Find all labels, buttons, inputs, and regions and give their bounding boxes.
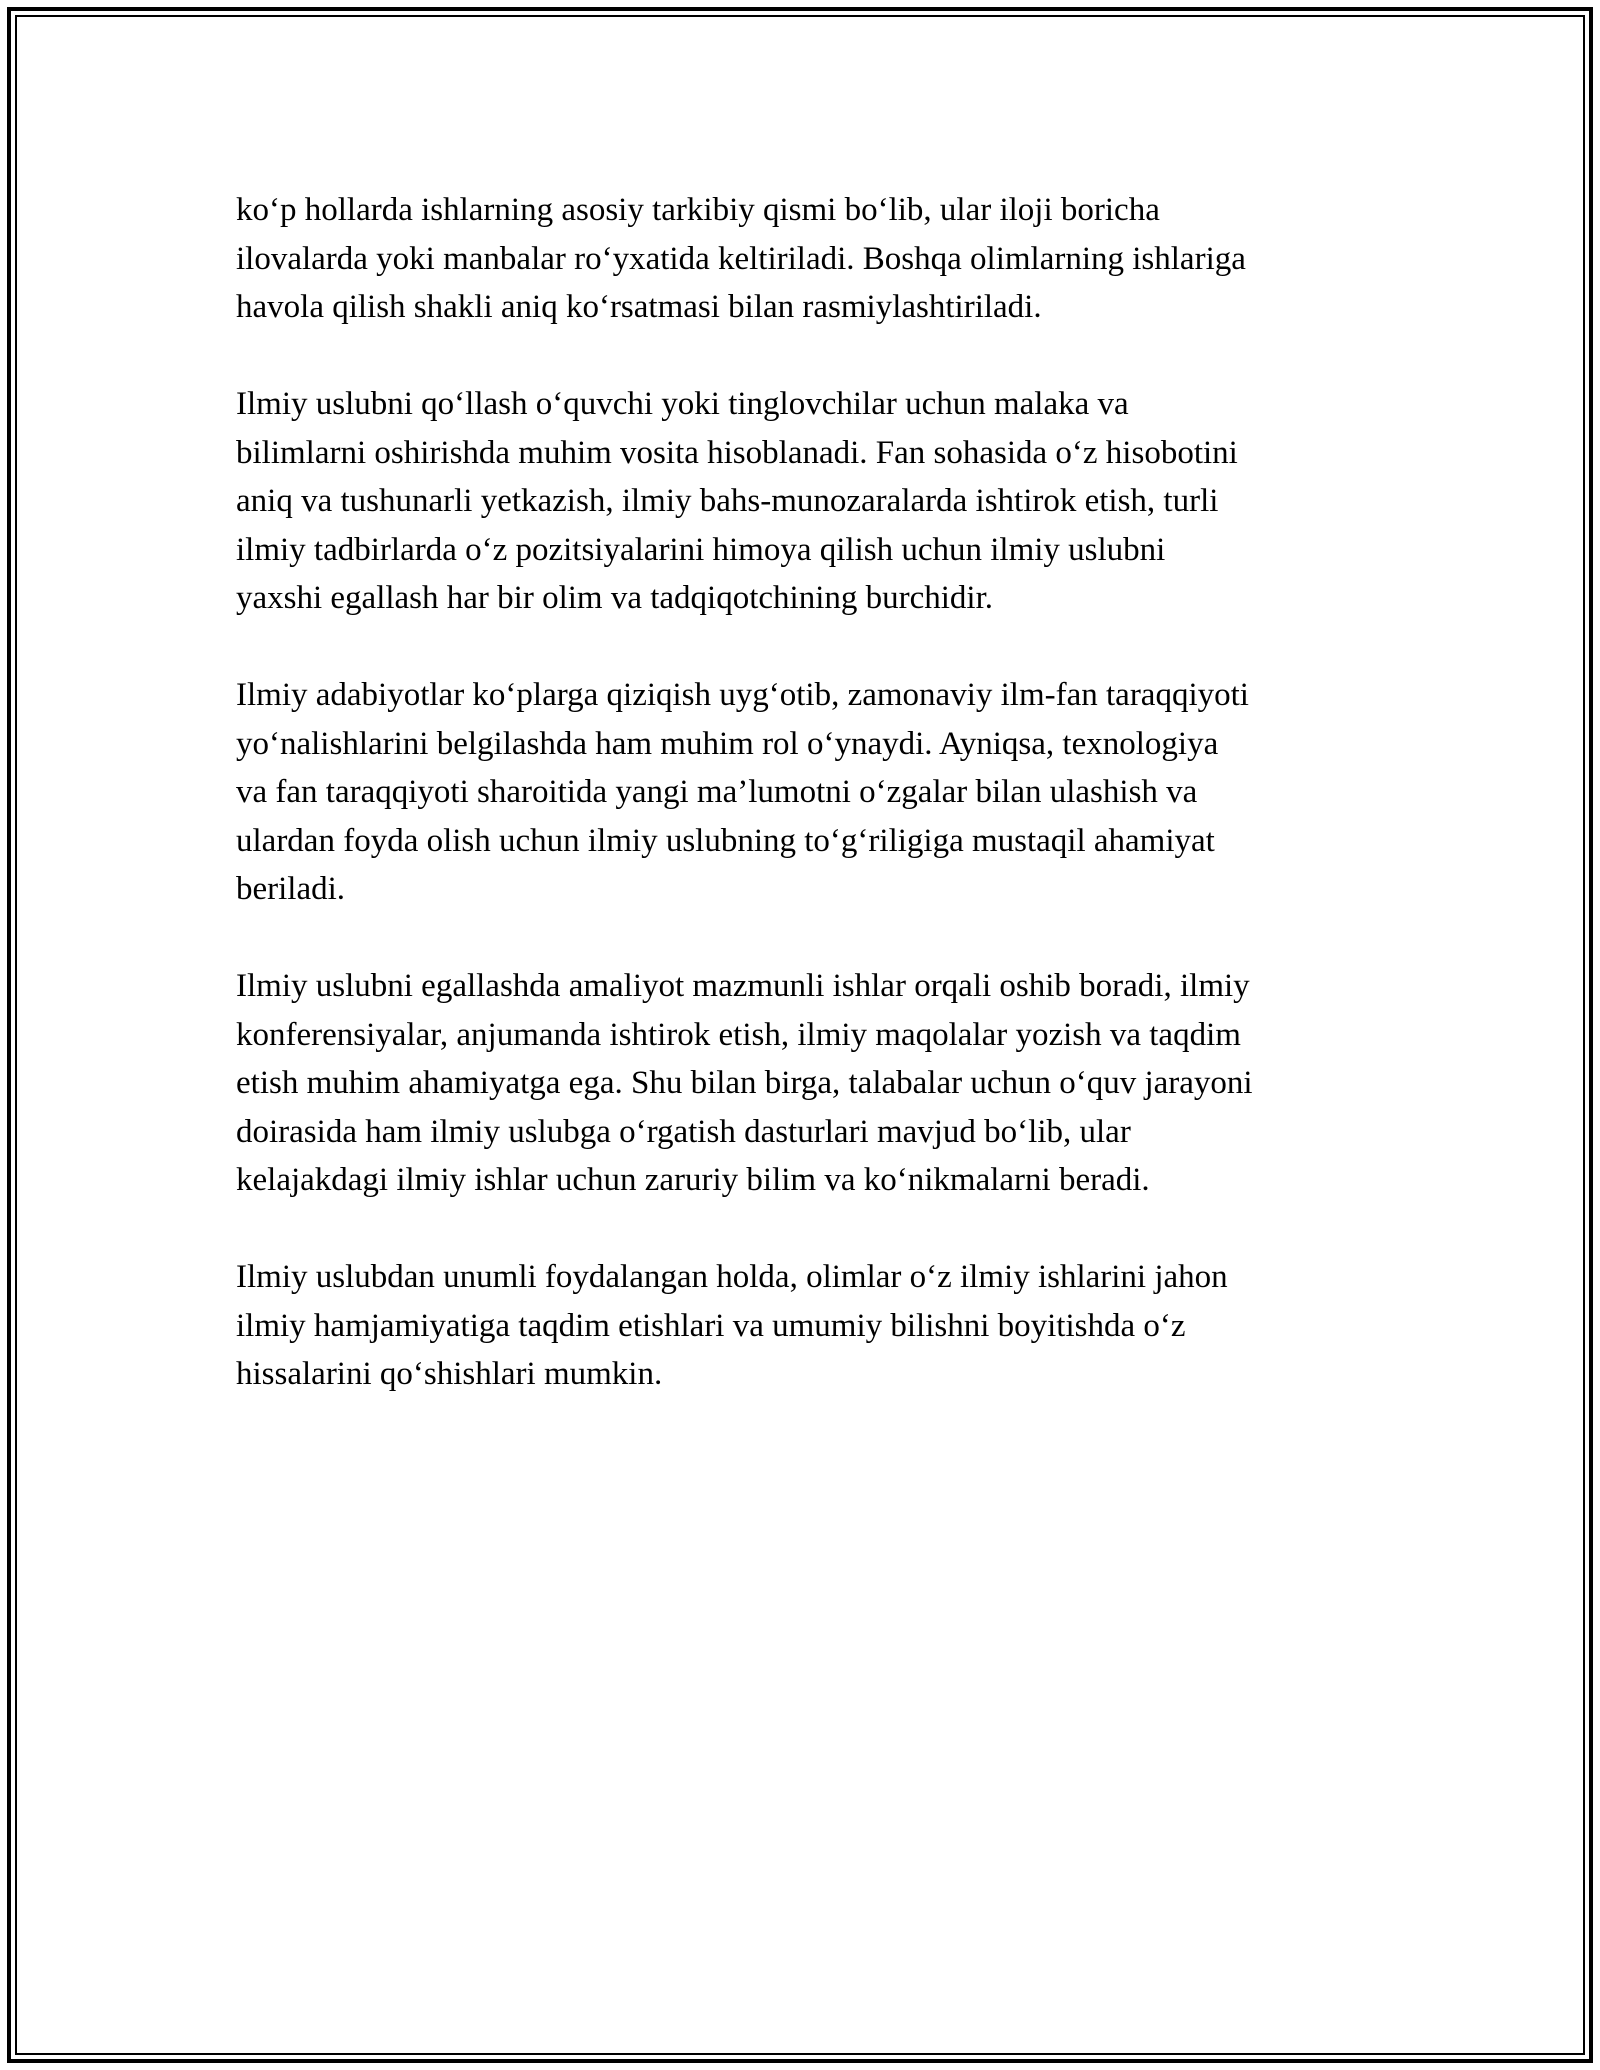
text-line: bilimlarni oshirishda muhim vosita hisoblanadi. Fan sohasida o‘z hisobotini bbox=[236, 434, 1238, 471]
text-line: Ilmiy uslubdan unumli foydalangan holda, olimlar o‘z ilmiy ishlarini jahon bbox=[236, 1259, 1228, 1295]
text-line: doirasida ham ilmiy uslubga o‘rgatish dasturlari mavjud bo‘lib, ular bbox=[236, 1113, 1131, 1150]
text-line: ulardan foyda olish uchun ilmiy uslubning to‘g‘riligiga mustaqil ahamiyat bbox=[236, 822, 1215, 859]
text-line: yaxshi egallash har bir olim va tadqiqotchining burchidir. bbox=[236, 580, 994, 616]
text-line: Ilmiy uslubni egallashda amaliyot mazmunli ishlar orqali oshib boradi, ilmiy bbox=[236, 968, 1250, 1004]
text-line: beriladi. bbox=[236, 871, 346, 907]
text-line: ilmiy tadbirlarda o‘z pozitsiyalarini himoya qilish uchun ilmiy uslubni bbox=[236, 531, 1166, 568]
document-body bbox=[236, 186, 1376, 1447]
paragraph-1 bbox=[236, 186, 1376, 332]
text-line: aniq va tushunarli yetkazish, ilmiy bahs-munozaralarda ishtirok etish, turli bbox=[236, 483, 1219, 519]
text-line: Ilmiy adabiyotlar ko‘plarga qiziqish uyg‘otib, zamonaviy ilm-fan taraqqiyoti bbox=[236, 677, 1249, 713]
paragraph-5 bbox=[236, 1253, 1376, 1399]
text-line: ilovalarda yoki manbalar ro‘yxatida keltiriladi. Boshqa olimlarning ishlariga bbox=[236, 240, 1246, 277]
text-line: ko‘p hollarda ishlarning asosiy tarkibiy qismi bo‘lib, ular iloji boricha bbox=[236, 192, 1160, 228]
text-line: yo‘nalishlarini belgilashda ham muhim rol o‘ynaydi. Ayniqsa, texnologiya bbox=[236, 725, 1219, 762]
text-line: kelajakdagi ilmiy ishlar uchun zaruriy bilim va ko‘nikmalarni beradi. bbox=[236, 1162, 1150, 1198]
text-line: konferensiyalar, anjumanda ishtirok etish, ilmiy maqolalar yozish va taqdim bbox=[236, 1016, 1241, 1053]
paragraph-4 bbox=[236, 962, 1376, 1205]
text-line: va fan taraqqiyoti sharoitida yangi ma’lumotni o‘zgalar bilan ulashish va bbox=[236, 774, 1198, 810]
text-line: Ilmiy uslubni qo‘llash o‘quvchi yoki tinglovchilar uchun malaka va bbox=[236, 386, 1129, 422]
text-line: hissalarini qo‘shishlari mumkin. bbox=[236, 1356, 663, 1392]
paragraph-2 bbox=[236, 380, 1376, 623]
text-line: havola qilish shakli aniq ko‘rsatmasi bilan rasmiylashtiriladi. bbox=[236, 289, 1042, 325]
paragraph-3 bbox=[236, 671, 1376, 914]
text-line: ilmiy hamjamiyatiga taqdim etishlari va umumiy bilishni boyitishda o‘z bbox=[236, 1307, 1186, 1344]
text-line: etish muhim ahamiyatga ega. Shu bilan birga, talabalar uchun o‘quv jarayoni bbox=[236, 1065, 1253, 1101]
